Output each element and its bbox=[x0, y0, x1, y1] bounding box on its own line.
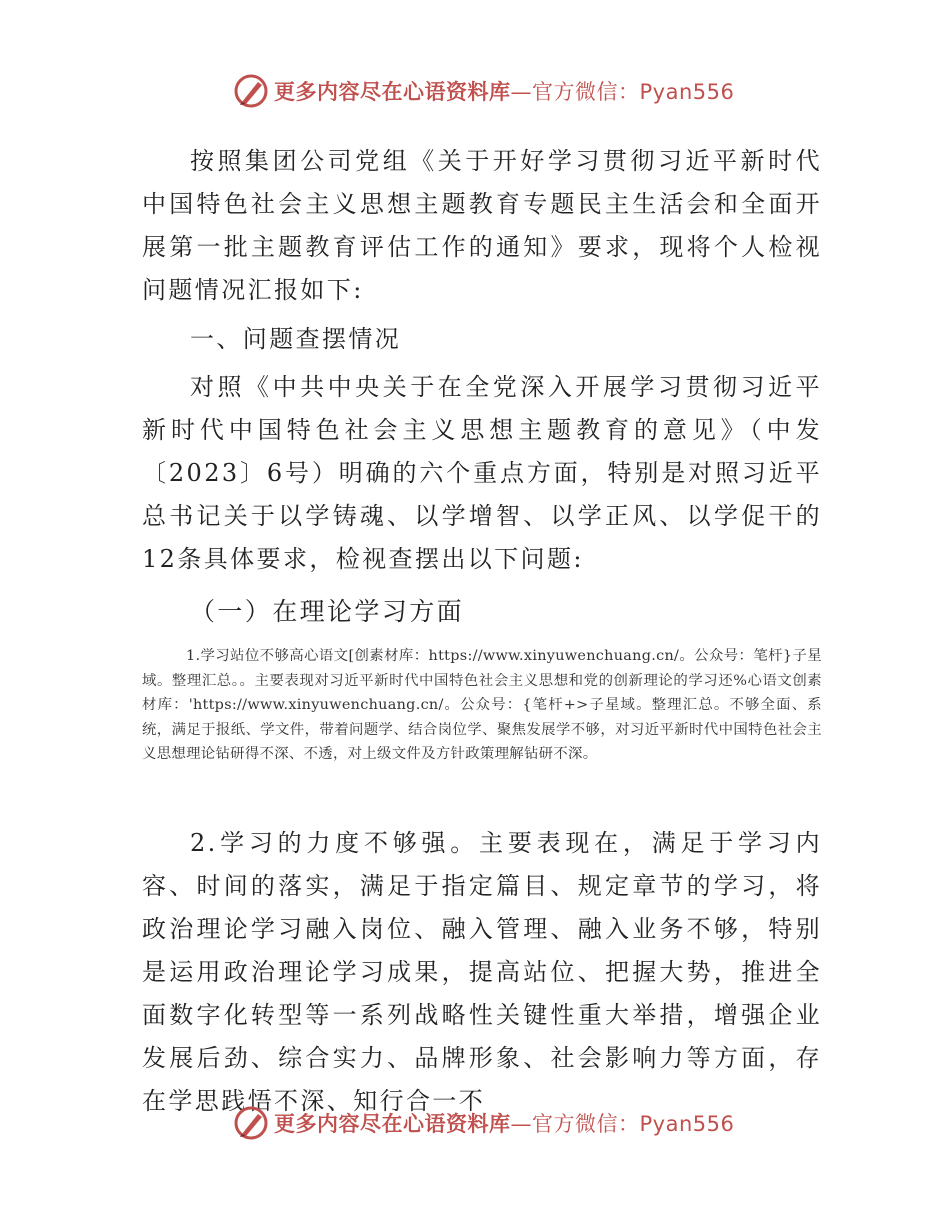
banner-tail-text: —官方微信：Pyan556 bbox=[510, 80, 735, 104]
intro-paragraph: 按照集团公司党组《关于开好学习贯彻习近平新时代中国特色社会主义思想主题教育专题民主生活会和全面开展第一批主题教育评估工作的通知》要求，现将个人检视问题情况汇报如下: bbox=[142, 147, 822, 304]
banner-main-text: 更多内容尽在心语资料库 bbox=[274, 80, 511, 104]
paragraph-2: 对照《中共中央关于在全党深入开展学习贯彻习近平新时代中国特色社会主义思想主题教育的意见》（中发〔2023〕6号）明确的六个重点方面，特别是对照习近平总书记关于以学铸魂、以学增智、以学正风、以学促干的12条具体要求，检视查摆出以下问题: bbox=[142, 373, 822, 573]
footer-banner bbox=[232, 1103, 734, 1143]
pen-logo-icon bbox=[232, 72, 270, 110]
pen-logo-icon bbox=[232, 1104, 270, 1142]
subsection-heading-1: （一）在理论学习方面 bbox=[190, 597, 465, 626]
banner-tail-text: —官方微信：Pyan556 bbox=[510, 1112, 735, 1136]
paragraph-3: 2.学习的力度不够强。主要表现在，满足于学习内容、时间的落实，满足于指定篇目、规定章节的学习，将政治理论学习融入岗位、融入管理、融入业务不够，特别是运用政治理论学习成果，提高站位、把握大势，推进全面数字化转型等一系列战略性关键性重大举措，增强企业发展后劲、综合实力、品牌形象、社会影响力等方面，存在学思践悟不深、知行合一不 bbox=[142, 829, 822, 1115]
small-paragraph: 1.学习站位不够高心语文[创素材库：https://www.xinyuwenchuang.cn/。公众号：笔杆}子星域。整理汇总。。主要表现对习近平新时代中国特色社会主义思想和党的创新理论的学习还%心语文创素材库：'https://www.xinyuwenchuang.cn/。公众号：{笔杆+>子星域。整理汇总。不够全面、系统，满足于报纸、学文件，带着问题学、结合岗位学、聚焦发展学不够，对习近平新时代中国特色社会主义思想理论钻研得不深、不透，对上级文件及方针政策理解钻研不深。 bbox=[142, 648, 822, 762]
header-banner bbox=[232, 71, 734, 111]
section-heading-1: 一、问题查摆情况 bbox=[190, 325, 402, 353]
banner-main-text: 更多内容尽在心语资料库 bbox=[274, 1112, 511, 1136]
